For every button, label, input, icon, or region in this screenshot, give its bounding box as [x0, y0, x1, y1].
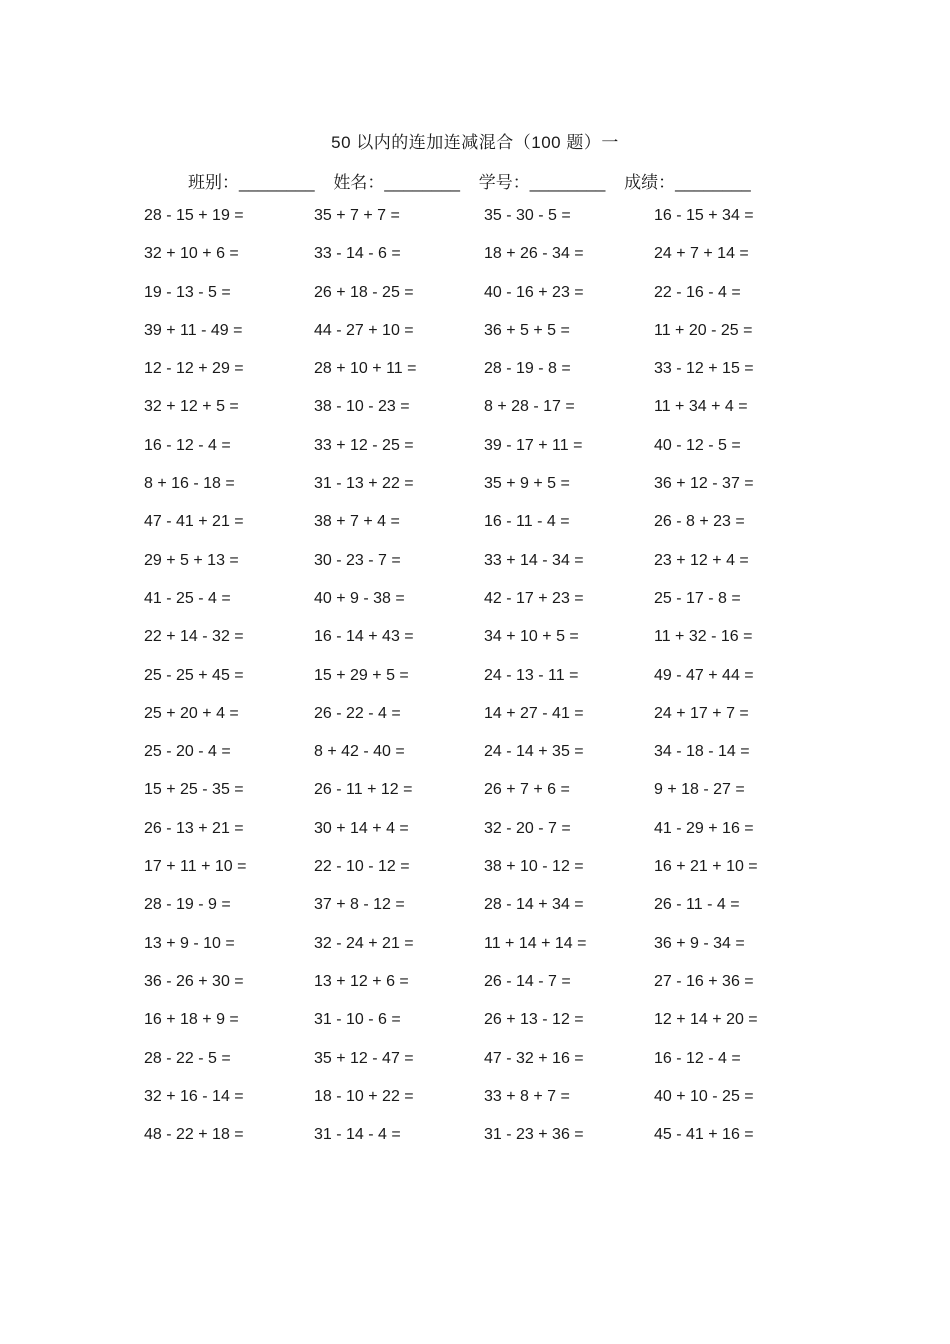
math-problem: 31 - 10 - 6 = [314, 1011, 401, 1029]
math-problem: 24 + 7 + 14 = [654, 245, 749, 263]
problem-row [144, 972, 844, 1010]
math-problem: 39 + 11 - 49 = [144, 321, 243, 339]
problem-row [144, 857, 844, 895]
math-problem: 9 + 18 - 27 = [654, 781, 745, 799]
math-problem: 22 + 14 - 32 = [144, 628, 244, 646]
math-problem: 33 + 12 - 25 = [314, 436, 414, 454]
math-problem: 8 + 16 - 18 = [144, 475, 235, 493]
problem-row [144, 895, 844, 933]
problem-row [144, 780, 844, 818]
math-problem: 8 + 42 - 40 = [314, 743, 405, 761]
math-problem: 45 - 41 + 16 = [654, 1126, 754, 1144]
math-problem: 16 + 18 + 9 = [144, 1011, 239, 1029]
math-problem: 29 + 5 + 13 = [144, 551, 239, 569]
math-problem: 24 - 14 + 35 = [484, 743, 584, 761]
math-problem: 26 - 11 + 12 = [314, 781, 413, 799]
math-problem: 26 - 8 + 23 = [654, 513, 745, 531]
problem-row [144, 819, 844, 857]
math-problem: 32 - 24 + 21 = [314, 934, 414, 952]
math-problem: 35 + 7 + 7 = [314, 207, 400, 224]
math-problem: 32 + 10 + 6 = [144, 245, 239, 263]
math-problem: 32 + 16 - 14 = [144, 1087, 244, 1105]
math-problem: 28 - 19 - 9 = [144, 896, 231, 914]
math-problem: 35 + 9 + 5 = [484, 475, 570, 493]
math-problem: 40 - 12 - 5 = [654, 436, 741, 454]
math-problem: 39 - 17 + 11 = [484, 436, 583, 454]
student-info-row [188, 168, 751, 193]
math-problem: 25 - 17 - 8 = [654, 589, 741, 607]
math-problem: 36 - 26 + 30 = [144, 972, 244, 990]
math-problem: 16 - 12 - 4 = [654, 1049, 741, 1067]
math-problem: 25 - 25 + 45 = [144, 666, 244, 684]
problem-row [144, 1010, 844, 1048]
math-problem: 41 - 29 + 16 = [654, 819, 754, 837]
math-problem: 23 + 12 + 4 = [654, 551, 749, 569]
problem-row [144, 474, 844, 512]
math-problem: 26 + 7 + 6 = [484, 781, 570, 799]
problem-row [144, 934, 844, 972]
math-problem: 15 + 29 + 5 = [314, 666, 409, 684]
problem-row [144, 589, 844, 627]
math-problem: 28 + 10 + 11 = [314, 360, 417, 378]
math-problem: 41 - 25 - 4 = [144, 589, 231, 607]
math-problem: 31 - 13 + 22 = [314, 475, 414, 493]
problem-row [144, 512, 844, 550]
problem-row [144, 1049, 844, 1087]
math-problem: 33 - 14 - 6 = [314, 245, 401, 263]
math-problem: 11 + 34 + 4 = [654, 398, 748, 416]
math-problem: 49 - 47 + 44 = [654, 666, 754, 684]
math-problem: 31 - 14 - 4 = [314, 1126, 401, 1144]
math-problem: 27 - 16 + 36 = [654, 972, 754, 990]
math-problem: 26 - 22 - 4 = [314, 704, 401, 722]
math-problem: 30 - 23 - 7 = [314, 551, 401, 569]
problem-row [144, 206, 844, 244]
name-field: 姓名：________ [333, 173, 461, 192]
problem-row [144, 397, 844, 435]
math-problem: 33 + 14 - 34 = [484, 551, 584, 569]
math-problem: 34 - 18 - 14 = [654, 743, 750, 761]
math-problem: 11 + 14 + 14 = [484, 934, 587, 952]
problem-row [144, 742, 844, 780]
math-problem: 24 + 17 + 7 = [654, 704, 749, 722]
math-problem: 47 - 41 + 21 = [144, 513, 244, 531]
class-field: 班别：________ [188, 173, 315, 192]
math-problem: 28 - 22 - 5 = [144, 1049, 231, 1067]
math-problem: 38 + 10 - 12 = [484, 858, 584, 876]
math-problem: 44 - 27 + 10 = [314, 321, 414, 339]
math-problem: 17 + 11 + 10 = [144, 858, 247, 876]
math-problem: 38 + 7 + 4 = [314, 513, 400, 531]
worksheet-title: 50 以内的连加连减混合（100 题）一 [331, 133, 619, 152]
math-problem: 26 - 13 + 21 = [144, 819, 244, 837]
math-problem: 11 + 32 - 16 = [654, 628, 753, 646]
math-problem: 36 + 9 - 34 = [654, 934, 745, 952]
problem-row [144, 1125, 844, 1163]
math-problem: 35 + 12 - 47 = [314, 1049, 414, 1067]
math-problem: 26 - 11 - 4 = [654, 896, 740, 914]
math-problem: 36 + 5 + 5 = [484, 321, 570, 339]
problem-row [144, 359, 844, 397]
problem-row [144, 321, 844, 359]
math-problem: 28 - 15 + 19 = [144, 207, 244, 224]
problem-row [144, 627, 844, 665]
math-problem: 40 + 9 - 38 = [314, 589, 405, 607]
problem-grid [144, 206, 844, 1163]
student-number-field: 学号：________ [478, 173, 606, 192]
math-problem: 37 + 8 - 12 = [314, 896, 405, 914]
math-problem: 13 + 9 - 10 = [144, 934, 235, 952]
math-problem: 16 + 21 + 10 = [654, 858, 758, 876]
math-problem: 16 - 14 + 43 = [314, 628, 414, 646]
math-problem: 30 + 14 + 4 = [314, 819, 409, 837]
math-problem: 32 + 12 + 5 = [144, 398, 239, 416]
problem-row [144, 551, 844, 589]
math-problem: 13 + 12 + 6 = [314, 972, 409, 990]
math-problem: 32 - 20 - 7 = [484, 819, 571, 837]
math-problem: 18 - 10 + 22 = [314, 1087, 414, 1105]
math-problem: 47 - 32 + 16 = [484, 1049, 584, 1067]
math-problem: 18 + 26 - 34 = [484, 245, 584, 263]
math-problem: 26 + 13 - 12 = [484, 1011, 584, 1029]
math-problem: 14 + 27 - 41 = [484, 704, 584, 722]
math-problem: 19 - 13 - 5 = [144, 283, 231, 301]
math-problem: 16 - 15 + 34 = [654, 207, 754, 224]
math-problem: 40 + 10 - 25 = [654, 1087, 754, 1105]
math-problem: 22 - 10 - 12 = [314, 858, 410, 876]
math-problem: 28 - 19 - 8 = [484, 360, 571, 378]
math-problem: 22 - 16 - 4 = [654, 283, 741, 301]
math-problem: 28 - 14 + 34 = [484, 896, 584, 914]
math-problem: 25 + 20 + 4 = [144, 704, 239, 722]
math-problem: 26 + 18 - 25 = [314, 283, 414, 301]
problem-row [144, 436, 844, 474]
math-problem: 12 - 12 + 29 = [144, 360, 244, 378]
math-problem: 34 + 10 + 5 = [484, 628, 579, 646]
math-problem: 35 - 30 - 5 = [484, 207, 571, 224]
math-problem: 15 + 25 - 35 = [144, 781, 244, 799]
math-problem: 42 - 17 + 23 = [484, 589, 584, 607]
math-problem: 12 + 14 + 20 = [654, 1011, 758, 1029]
problem-row [144, 283, 844, 321]
math-problem: 16 - 11 - 4 = [484, 513, 570, 531]
math-problem: 26 - 14 - 7 = [484, 972, 571, 990]
math-problem: 33 + 8 + 7 = [484, 1087, 570, 1105]
math-problem: 36 + 12 - 37 = [654, 475, 754, 493]
math-problem: 40 - 16 + 23 = [484, 283, 584, 301]
problem-row [144, 704, 844, 742]
math-problem: 33 - 12 + 15 = [654, 360, 754, 378]
math-problem: 48 - 22 + 18 = [144, 1126, 244, 1144]
problem-row [144, 1087, 844, 1125]
problem-row [144, 666, 844, 704]
math-problem: 16 - 12 - 4 = [144, 436, 231, 454]
problem-row [144, 244, 844, 282]
math-problem: 31 - 23 + 36 = [484, 1126, 584, 1144]
math-problem: 8 + 28 - 17 = [484, 398, 575, 416]
math-problem: 11 + 20 - 25 = [654, 321, 753, 339]
math-problem: 38 - 10 - 23 = [314, 398, 410, 416]
math-problem: 25 - 20 - 4 = [144, 743, 231, 761]
math-problem: 24 - 13 - 11 = [484, 666, 579, 684]
score-field: 成绩：________ [624, 173, 751, 192]
